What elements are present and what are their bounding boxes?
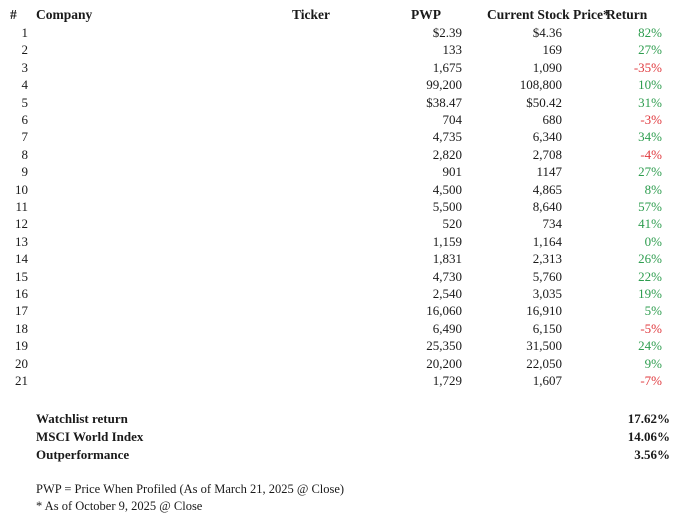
return-value: -3% — [640, 112, 662, 127]
return-value: -5% — [640, 320, 662, 336]
summary-value: 3.56% — [634, 447, 670, 462]
return-value: 5% — [644, 303, 662, 319]
pwp-value: $2.39 — [432, 25, 462, 40]
header-company: Company — [36, 7, 93, 22]
row-number: 8 — [21, 146, 28, 162]
footnote-text: * As of October 9, 2025 @ Close — [36, 499, 203, 513]
pwp-value: 1,675 — [432, 59, 462, 75]
summary-value: 14.06% — [627, 429, 670, 444]
table-row — [0, 302, 700, 319]
row-number: 18 — [15, 320, 28, 336]
row-number: 13 — [15, 233, 28, 249]
return-value: 82% — [638, 25, 662, 40]
header-pwp: PWP — [411, 7, 441, 22]
table-row — [0, 59, 700, 76]
table-row — [0, 163, 700, 180]
table-row — [0, 181, 700, 198]
row-number: 5 — [21, 94, 28, 110]
pwp-value: 16,060 — [426, 303, 462, 319]
return-value: 34% — [638, 129, 662, 145]
current-price-value: 4,865 — [532, 181, 562, 197]
pwp-value: 4,730 — [432, 268, 462, 284]
summary-outperformance — [0, 446, 700, 463]
summary-label: MSCI World Index — [36, 429, 144, 444]
current-price-value: 680 — [542, 112, 562, 127]
current-price-value: 8,640 — [532, 199, 562, 214]
summary-watchlist-return — [0, 410, 700, 427]
row-number: 17 — [15, 303, 28, 319]
row-number: 14 — [15, 251, 28, 267]
return-value: 22% — [638, 268, 662, 284]
current-price-value: 2,313 — [532, 251, 562, 267]
pwp-value: 1,831 — [432, 251, 462, 267]
return-value: 27% — [638, 164, 662, 180]
current-price-value: 108,800 — [519, 77, 562, 93]
row-number: 11 — [15, 199, 28, 214]
pwp-value: 25,350 — [426, 338, 462, 354]
return-value: 57% — [638, 199, 662, 214]
row-number: 4 — [21, 77, 28, 93]
table-row — [0, 337, 700, 354]
return-value: 31% — [638, 94, 662, 110]
return-value: 10% — [638, 77, 662, 93]
return-value: -35% — [633, 59, 662, 75]
row-number: 3 — [21, 59, 28, 75]
return-value: 24% — [638, 338, 662, 354]
footnote-pwp — [0, 481, 700, 498]
pwp-value: 4,500 — [432, 181, 462, 197]
row-number: 2 — [21, 42, 28, 58]
pwp-value: 520 — [442, 216, 462, 232]
table-row — [0, 372, 700, 389]
row-number: 15 — [15, 268, 28, 284]
current-price-value: 1,607 — [532, 373, 562, 388]
current-price-value: $50.42 — [526, 94, 562, 110]
header-current-price: Current Stock Price* — [487, 7, 610, 22]
current-price-value: 1147 — [536, 164, 562, 180]
return-value: 9% — [644, 355, 662, 371]
table-row — [0, 233, 700, 250]
pwp-value: 4,735 — [432, 129, 462, 145]
pwp-value: 2,540 — [432, 286, 462, 301]
table-row — [0, 128, 700, 145]
footnote-date — [0, 498, 700, 515]
table-row — [0, 41, 700, 58]
pwp-value: 5,500 — [432, 199, 462, 214]
summary-label: Watchlist return — [36, 411, 128, 426]
table-row — [0, 111, 700, 128]
current-price-value: 1,090 — [532, 59, 562, 75]
table-row — [0, 76, 700, 93]
pwp-value: 1,159 — [432, 233, 462, 249]
header-ticker: Ticker — [292, 7, 330, 22]
table-row — [0, 285, 700, 302]
summary-msci-world — [0, 428, 700, 445]
table-row — [0, 146, 700, 163]
current-price-value: 22,050 — [526, 355, 562, 371]
row-number: 21 — [15, 373, 28, 388]
row-number: 20 — [15, 355, 28, 371]
pwp-value: 20,200 — [426, 355, 462, 371]
pwp-value: 2,820 — [432, 146, 462, 162]
return-value: 0% — [644, 233, 662, 249]
current-price-value: 6,150 — [532, 320, 562, 336]
row-number: 7 — [21, 129, 28, 145]
row-number: 16 — [15, 286, 28, 301]
current-price-value: 5,760 — [532, 268, 562, 284]
row-number: 6 — [21, 112, 28, 127]
return-value: -4% — [640, 146, 662, 162]
table-row — [0, 198, 700, 215]
return-value: 8% — [644, 181, 662, 197]
current-price-value: 6,340 — [532, 129, 562, 145]
footnote-text: PWP = Price When Profiled (As of March 21, 2025 @ Close) — [36, 482, 345, 496]
row-number: 12 — [15, 216, 28, 232]
table-row — [0, 24, 700, 41]
return-value: 27% — [638, 42, 662, 58]
current-price-value: 169 — [542, 42, 562, 58]
current-price-value: 1,164 — [532, 233, 562, 249]
pwp-value: $38.47 — [426, 94, 462, 110]
current-price-value: 2,708 — [532, 146, 562, 162]
return-value: 26% — [638, 251, 662, 267]
summary-value: 17.62% — [627, 411, 670, 426]
pwp-value: 704 — [442, 112, 462, 127]
row-number: 9 — [21, 164, 28, 180]
current-price-value: 31,500 — [526, 338, 562, 354]
current-price-value: $4.36 — [532, 25, 562, 40]
current-price-value: 16,910 — [526, 303, 562, 319]
table-row — [0, 94, 700, 111]
pwp-value: 99,200 — [426, 77, 462, 93]
pwp-value: 133 — [442, 42, 462, 58]
row-number: 19 — [15, 338, 28, 354]
table-row — [0, 355, 700, 372]
pwp-value: 1,729 — [432, 373, 462, 388]
summary-label: Outperformance — [36, 447, 130, 462]
return-value: -7% — [640, 373, 662, 388]
table-row — [0, 320, 700, 337]
table-row — [0, 215, 700, 232]
header-return: Return — [606, 7, 648, 22]
pwp-value: 6,490 — [432, 320, 462, 336]
table-row — [0, 268, 700, 285]
header-number: # — [10, 7, 17, 22]
table-header — [0, 6, 700, 23]
row-number: 10 — [15, 181, 28, 197]
row-number: 1 — [21, 25, 28, 40]
return-value: 41% — [638, 216, 662, 232]
current-price-value: 3,035 — [532, 286, 562, 301]
pwp-value: 901 — [442, 164, 462, 180]
return-value: 19% — [638, 286, 662, 301]
current-price-value: 734 — [542, 216, 562, 232]
table-row — [0, 250, 700, 267]
